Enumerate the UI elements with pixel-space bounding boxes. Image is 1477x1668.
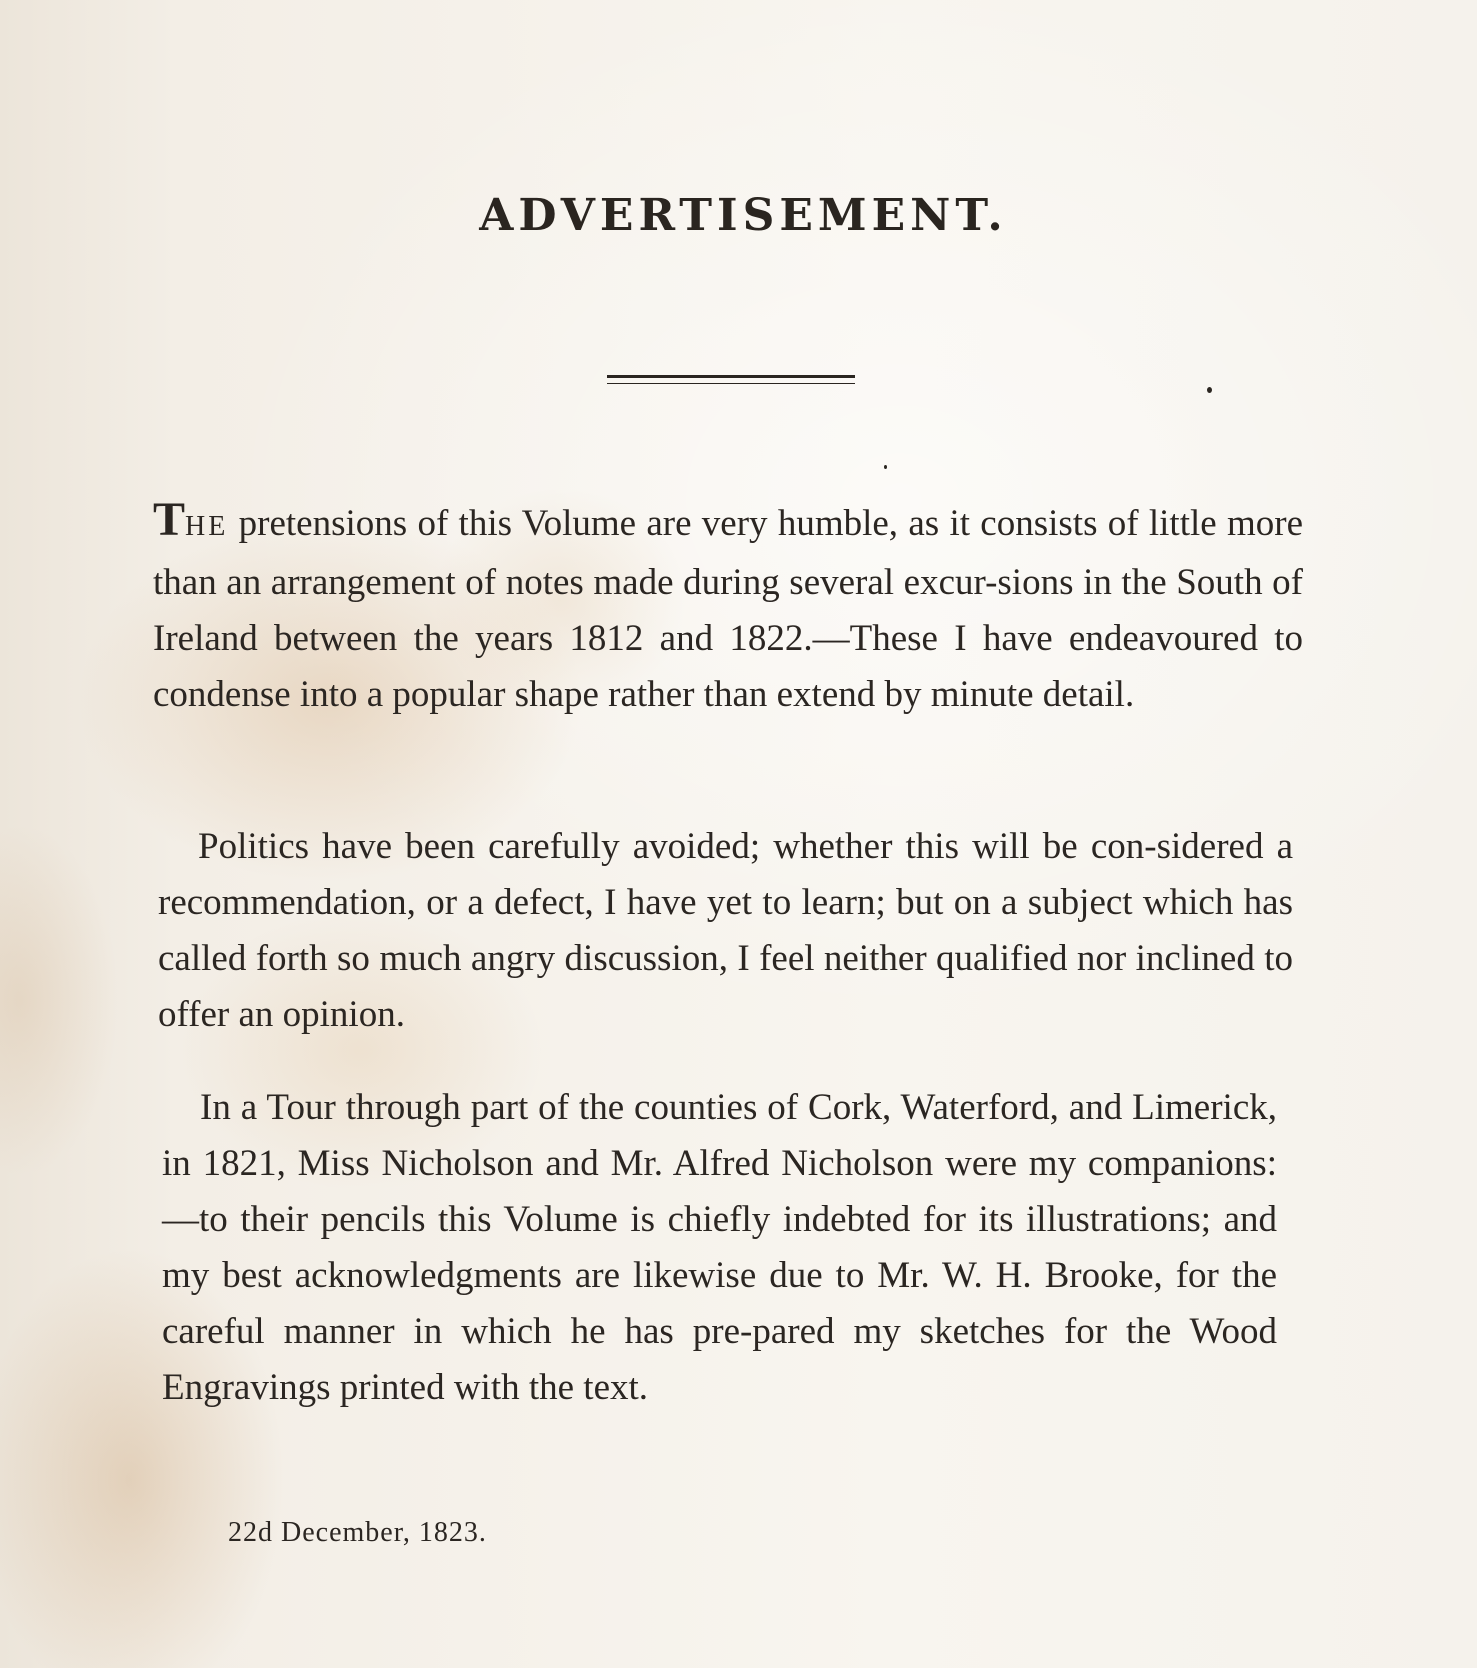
date-line: 22d December, 1823. (228, 1517, 487, 1548)
ink-speck (1207, 387, 1212, 393)
paragraph-1-text: pretensions of this Volume are very humble, as it consists of little more than an arrangement of notes made during several excur-sions in the South of Ireland between the years 1812 and 1822.—These I have endeavoured to condense into a popular shape rather than extend by minute detail. (153, 503, 1303, 715)
drop-capital: T (153, 493, 186, 546)
ink-speck (884, 465, 887, 469)
paragraph-1 (153, 492, 1303, 723)
paragraph-2: Politics have been carefully avoided; whether this will be con-sidered a recommendation, or a defect, I have yet to learn; but on a subject which has called forth so much angry discussion, I feel neither qualified nor inclined to offer an opinion. (158, 826, 1293, 1035)
title-rule (607, 375, 855, 384)
paragraph-3: In a Tour through part of the counties of Cork, Waterford, and Limerick, in 1821, Miss Nicholson and Mr. Alfred Nicholson were my companions:—to their pencils this Volume is chiefly indebted for its illustrations; and my best acknowledgments are likewise due to Mr. W. H. Brooke, for the careful manner in which he has pre-pared my sketches for the Wood Engravings printed with the text. (162, 1087, 1277, 1408)
page-title: ADVERTISEMENT. (479, 190, 1008, 241)
small-capitals: HE (185, 511, 229, 542)
